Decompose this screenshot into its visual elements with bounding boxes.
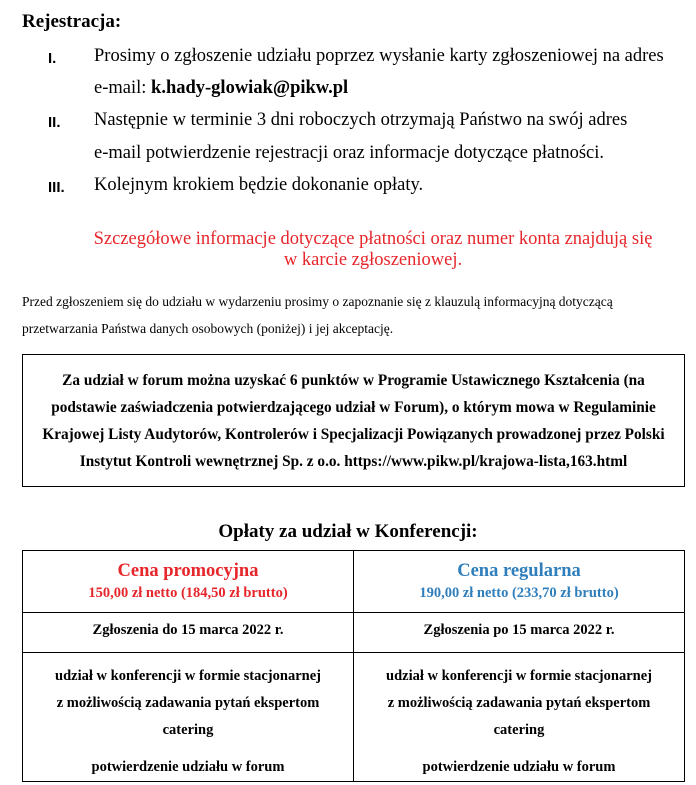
registration-title: Rejestracja: (22, 11, 122, 32)
note-line: w karcie zgłoszeniowej. (283, 250, 463, 270)
email-label: e-mail: (94, 78, 152, 98)
feature-item: udział w konferencji w formie stacjonarnej (386, 668, 652, 684)
privacy-line: Przed zgłoszeniem się do udziału w wydarzeniu prosimy o zapoznanie się z klauzulą informacyjną dotyczącą (22, 294, 613, 309)
cpe-points-box (22, 354, 685, 487)
points-line: podstawie zaświadczenia potwierdzającego udział w Forum), o którym mowa w Regulaminie (51, 399, 656, 416)
deadline-cell: Zgłoszenia do 15 marca 2022 r. (23, 613, 354, 653)
price-name: Cena regularna (457, 561, 581, 581)
points-line: Krajowej Listy Audytorów, Kontrolerów i Specjalizacji Powiązanych prowadzonej przez Polski (42, 426, 665, 443)
step-number: III. (48, 179, 65, 196)
pricing-features-row (23, 653, 685, 782)
pricing-header-row (23, 551, 685, 613)
price-cell-promo (23, 551, 354, 613)
features-cell (354, 653, 685, 782)
payment-info-note (60, 229, 686, 271)
fees-title: Opłaty za udział w Konferencji: (218, 521, 478, 542)
price-amount: 150,00 zł netto (184,50 zł brutto) (88, 585, 288, 601)
step-text-line: Następnie w terminie 3 dni roboczych otrzymają Państwo na swój adres (94, 110, 628, 130)
step-text-line: Kolejnym krokiem będzie dokonanie opłaty. (94, 175, 424, 195)
pricing-table (22, 550, 685, 782)
price-amount: 190,00 zł netto (233,70 zł brutto) (419, 585, 619, 601)
pricing-deadline-row (23, 613, 685, 653)
step-text-line (94, 78, 348, 99)
points-line: Instytut Kontroli wewnętrznej Sp. z o.o. https://www.pikw.pl/krajowa-lista,163.html (79, 453, 628, 470)
privacy-notice (22, 288, 682, 342)
feature-item: potwierdzenie udziału w forum (91, 759, 285, 775)
price-cell-regular (354, 551, 685, 613)
feature-item: z możliwością zadawania pytań ekspertom (56, 695, 320, 711)
feature-item: udział w konferencji w formie stacjonarnej (55, 668, 321, 684)
privacy-line: przetwarzania Państwa danych osobowych (poniżej) i jej akceptację. (22, 321, 394, 336)
note-line: Szczegółowe informacje dotyczące płatności oraz numer konta znajdują się (93, 229, 653, 249)
step-number: I. (48, 50, 57, 67)
step-text-line: Prosimy o zgłoszenie udziału poprzez wysłanie karty zgłoszeniowej na adres (94, 46, 664, 66)
deadline-cell: Zgłoszenia po 15 marca 2022 r. (354, 613, 685, 653)
registration-email-link[interactable]: k.hady-glowiak@pikw.pl (151, 78, 349, 98)
feature-item: catering (162, 722, 214, 738)
feature-item: potwierdzenie udziału w forum (422, 759, 616, 775)
step-number: II. (48, 114, 61, 131)
feature-item: z możliwością zadawania pytań ekspertom (387, 695, 651, 711)
points-line: Za udział w forum można uzyskać 6 punktów w Programie Ustawicznego Kształcenia (na (62, 372, 645, 389)
features-cell (23, 653, 354, 782)
step-text-line: e-mail potwierdzenie rejestracji oraz informacje dotyczące płatności. (94, 143, 605, 163)
feature-item: catering (493, 722, 545, 738)
price-name: Cena promocyjna (117, 561, 259, 581)
